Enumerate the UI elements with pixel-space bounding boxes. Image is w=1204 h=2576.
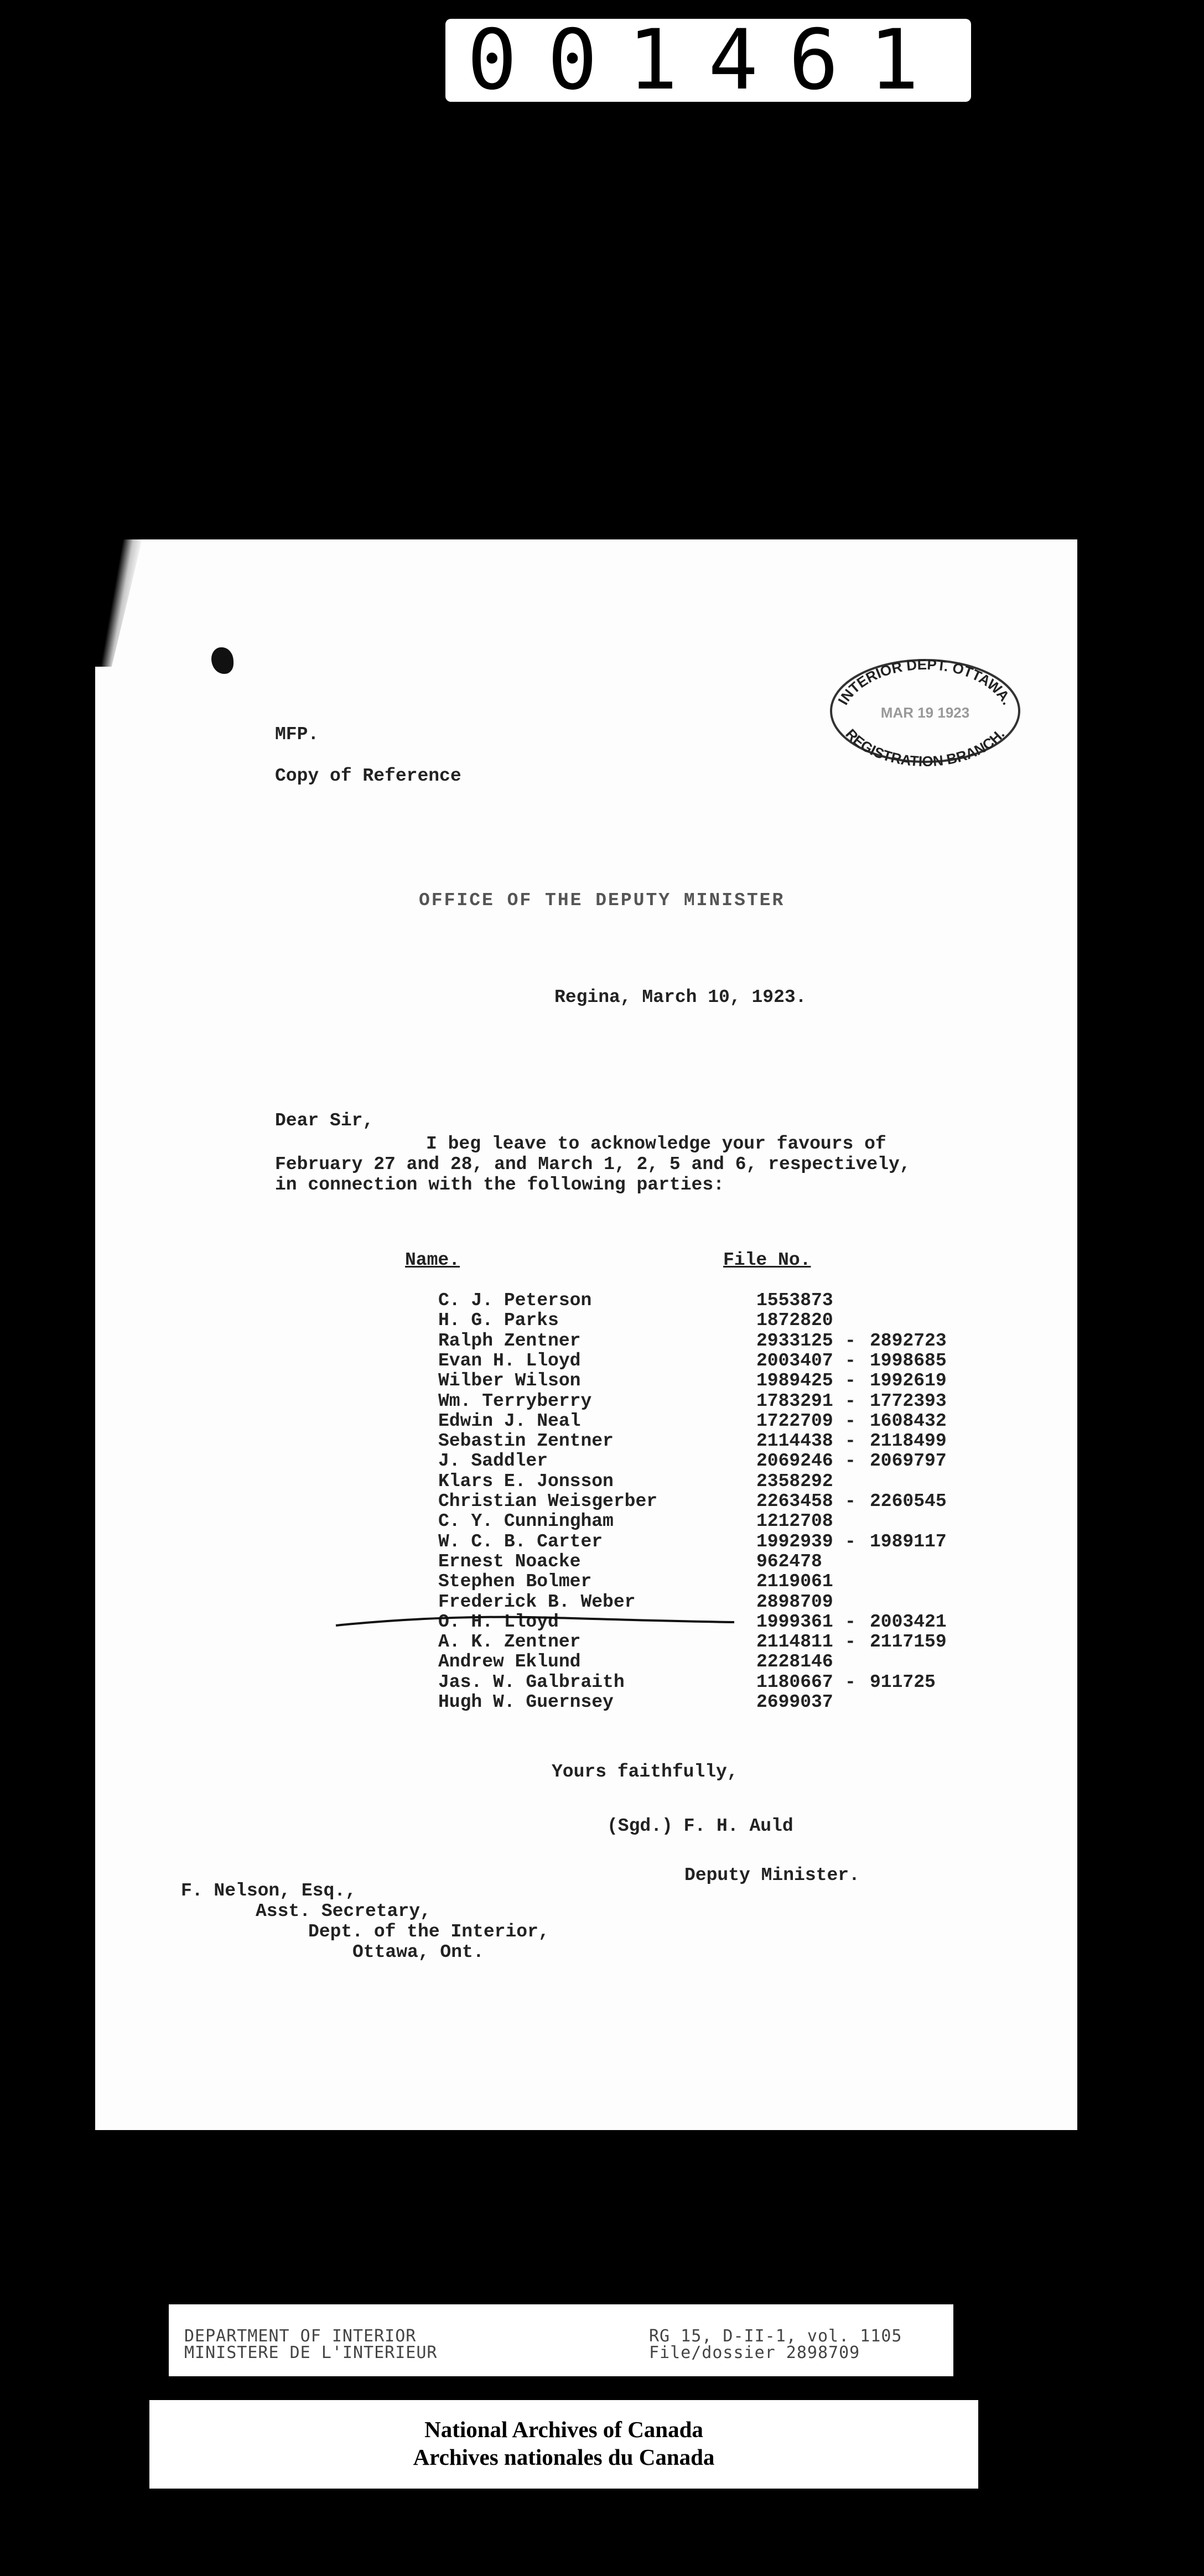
party-row bbox=[355, 1692, 1019, 1712]
salutation: Dear Sir, bbox=[275, 1110, 374, 1131]
party-file-number: 1180667 bbox=[756, 1671, 833, 1692]
party-row bbox=[355, 1632, 1019, 1652]
party-row bbox=[355, 1673, 1019, 1692]
archive-reference: RG 15, D-II-1, vol. 1105 bbox=[649, 2326, 902, 2346]
party-file-number-2: 1998685 bbox=[870, 1350, 947, 1371]
svg-text:INTERIOR DEPT. OTTAWA. bbox=[834, 656, 1016, 708]
dept-name-fr: MINISTERE DE L'INTERIEUR bbox=[184, 2343, 438, 2362]
party-file-number-2: 911725 bbox=[870, 1671, 936, 1692]
file-range-dash: - bbox=[845, 1671, 856, 1692]
party-file-number-2: 2260545 bbox=[870, 1491, 947, 1512]
party-name: C. Y. Cunningham bbox=[438, 1511, 614, 1532]
party-file-number-2: 2003421 bbox=[870, 1611, 947, 1632]
file-range-dash: - bbox=[845, 1410, 856, 1431]
party-file-number: 2003407 bbox=[756, 1350, 833, 1371]
party-file-number-2: 1992619 bbox=[870, 1370, 947, 1391]
file-range-dash: - bbox=[845, 1330, 856, 1351]
addressee-city: Ottawa, Ont. bbox=[352, 1942, 484, 1962]
file-column-header: File No. bbox=[723, 1250, 811, 1270]
addressee-name: F. Nelson, Esq., bbox=[181, 1881, 356, 1901]
file-range-dash: - bbox=[845, 1632, 856, 1653]
party-name: Evan H. Lloyd bbox=[438, 1350, 581, 1371]
party-file-number: 1783291 bbox=[756, 1390, 833, 1411]
archive-reference-label bbox=[169, 2304, 953, 2376]
party-row bbox=[355, 1572, 1019, 1592]
party-name: Ralph Zentner bbox=[438, 1330, 581, 1351]
party-row bbox=[355, 1331, 1019, 1351]
party-name: H. G. Parks bbox=[438, 1310, 559, 1331]
party-file-number: 2898709 bbox=[756, 1591, 833, 1612]
party-row bbox=[355, 1492, 1019, 1512]
party-file-number: 1999361 bbox=[756, 1611, 833, 1632]
file-range-dash: - bbox=[845, 1370, 856, 1391]
party-name: Christian Weisgerber bbox=[438, 1491, 658, 1512]
party-name: A. K. Zentner bbox=[438, 1632, 581, 1653]
signature-title: Deputy Minister. bbox=[684, 1865, 860, 1886]
party-file-number-2: 2892723 bbox=[870, 1330, 947, 1351]
file-range-dash: - bbox=[845, 1350, 856, 1371]
party-file-number: 2263458 bbox=[756, 1491, 833, 1512]
party-file-number: 2114811 bbox=[756, 1632, 833, 1653]
party-name: Edwin J. Neal bbox=[438, 1410, 581, 1431]
party-row bbox=[355, 1532, 1019, 1552]
name-column-header: Name. bbox=[405, 1250, 460, 1270]
party-file-number: 2119061 bbox=[756, 1571, 833, 1592]
party-file-number-2: 2117159 bbox=[870, 1632, 947, 1653]
file-range-dash: - bbox=[845, 1491, 856, 1512]
party-name: Frederick B. Weber bbox=[438, 1591, 636, 1612]
signature: (Sgd.) F. H. Auld bbox=[607, 1816, 793, 1836]
file-range-dash: - bbox=[845, 1611, 856, 1632]
national-archives-label bbox=[149, 2400, 978, 2489]
party-row bbox=[355, 1552, 1019, 1572]
party-file-number: 1992939 bbox=[756, 1531, 833, 1552]
party-row bbox=[355, 1391, 1019, 1411]
stamp-top-text: INTERIOR DEPT. OTTAWA. bbox=[834, 656, 1016, 708]
party-file-number: 2358292 bbox=[756, 1471, 833, 1492]
stamp-bottom-text: REGISTRATION BRANCH. bbox=[842, 725, 1008, 766]
body-line-3: in connection with the following parties: bbox=[275, 1175, 724, 1195]
file-range-dash: - bbox=[845, 1431, 856, 1452]
party-name: Wm. Terryberry bbox=[438, 1390, 592, 1411]
party-file-number: 2933125 bbox=[756, 1330, 833, 1351]
party-name: Hugh W. Guernsey bbox=[438, 1692, 614, 1712]
header-initials: MFP. bbox=[275, 724, 319, 745]
party-name: Ernest Noacke bbox=[438, 1551, 581, 1572]
party-name: Wilber Wilson bbox=[438, 1370, 581, 1391]
party-file-number: 2114438 bbox=[756, 1431, 833, 1452]
party-file-number-2: 1772393 bbox=[870, 1390, 947, 1411]
party-name: J. Saddler bbox=[438, 1451, 548, 1472]
party-file-number: 1989425 bbox=[756, 1370, 833, 1391]
party-row bbox=[355, 1652, 1019, 1672]
file-range-dash: - bbox=[845, 1390, 856, 1411]
party-file-number: 2699037 bbox=[756, 1692, 833, 1712]
party-row bbox=[355, 1291, 1019, 1311]
party-file-number: 2069246 bbox=[756, 1451, 833, 1472]
party-name: Andrew Eklund bbox=[438, 1651, 581, 1673]
party-name: O. H. Lloyd bbox=[438, 1611, 559, 1632]
party-file-number: 1212708 bbox=[756, 1511, 833, 1532]
file-range-dash: - bbox=[845, 1531, 856, 1552]
body-line-1: I beg leave to acknowledge your favours of bbox=[426, 1134, 886, 1154]
party-name: C. J. Peterson bbox=[438, 1290, 592, 1311]
party-row bbox=[355, 1411, 1019, 1431]
party-row bbox=[355, 1371, 1019, 1391]
party-row bbox=[355, 1431, 1019, 1451]
addressee-dept: Dept. of the Interior, bbox=[308, 1921, 549, 1942]
party-name: Jas. W. Galbraith bbox=[438, 1671, 625, 1692]
page-curl-shadow bbox=[95, 539, 142, 667]
party-file-number: 2228146 bbox=[756, 1651, 833, 1673]
dept-name-en: DEPARTMENT OF INTERIOR bbox=[184, 2326, 417, 2346]
party-file-number: 1553873 bbox=[756, 1290, 833, 1311]
frame-number-label bbox=[445, 12, 971, 108]
office-heading: OFFICE OF THE DEPUTY MINISTER bbox=[419, 890, 785, 911]
file-range-dash: - bbox=[845, 1451, 856, 1472]
party-file-number: 1722709 bbox=[756, 1410, 833, 1431]
addressee-title: Asst. Secretary, bbox=[256, 1901, 431, 1921]
letter-page bbox=[95, 539, 1077, 2130]
party-row bbox=[355, 1472, 1019, 1492]
party-name: Stephen Bolmer bbox=[438, 1571, 592, 1592]
ink-blot-mark bbox=[211, 647, 233, 674]
archives-name-fr: Archives nationales du Canada bbox=[413, 2444, 715, 2470]
closing: Yours faithfully, bbox=[552, 1762, 738, 1782]
frame-number: 001461 bbox=[467, 12, 949, 108]
party-name: Sebastin Zentner bbox=[438, 1431, 614, 1452]
party-row bbox=[355, 1451, 1019, 1471]
copy-label: Copy of Reference bbox=[275, 766, 461, 786]
party-row bbox=[355, 1311, 1019, 1331]
party-file-number: 962478 bbox=[756, 1551, 822, 1572]
archive-file-number: File/dossier 2898709 bbox=[649, 2343, 860, 2362]
registration-stamp bbox=[820, 650, 1030, 766]
party-row bbox=[355, 1512, 1019, 1531]
party-file-number-2: 2069797 bbox=[870, 1451, 947, 1472]
strike-through-line bbox=[333, 1610, 737, 1632]
party-row bbox=[355, 1351, 1019, 1371]
stamp-date: MAR 19 1923 bbox=[880, 704, 970, 721]
party-name: W. C. B. Carter bbox=[438, 1531, 603, 1552]
party-file-number-2: 2118499 bbox=[870, 1431, 947, 1452]
party-file-number-2: 1608432 bbox=[870, 1410, 947, 1431]
party-file-number: 1872820 bbox=[756, 1310, 833, 1331]
archives-name-en: National Archives of Canada bbox=[424, 2417, 703, 2442]
party-row bbox=[355, 1592, 1019, 1612]
body-line-2: February 27 and 28, and March 1, 2, 5 and 6, respectively, bbox=[275, 1154, 911, 1175]
party-file-number-2: 1989117 bbox=[870, 1531, 947, 1552]
svg-text:REGISTRATION BRANCH. bbox=[842, 726, 1008, 766]
place-date: Regina, March 10, 1923. bbox=[554, 987, 807, 1007]
party-name: Klars E. Jonsson bbox=[438, 1471, 614, 1492]
